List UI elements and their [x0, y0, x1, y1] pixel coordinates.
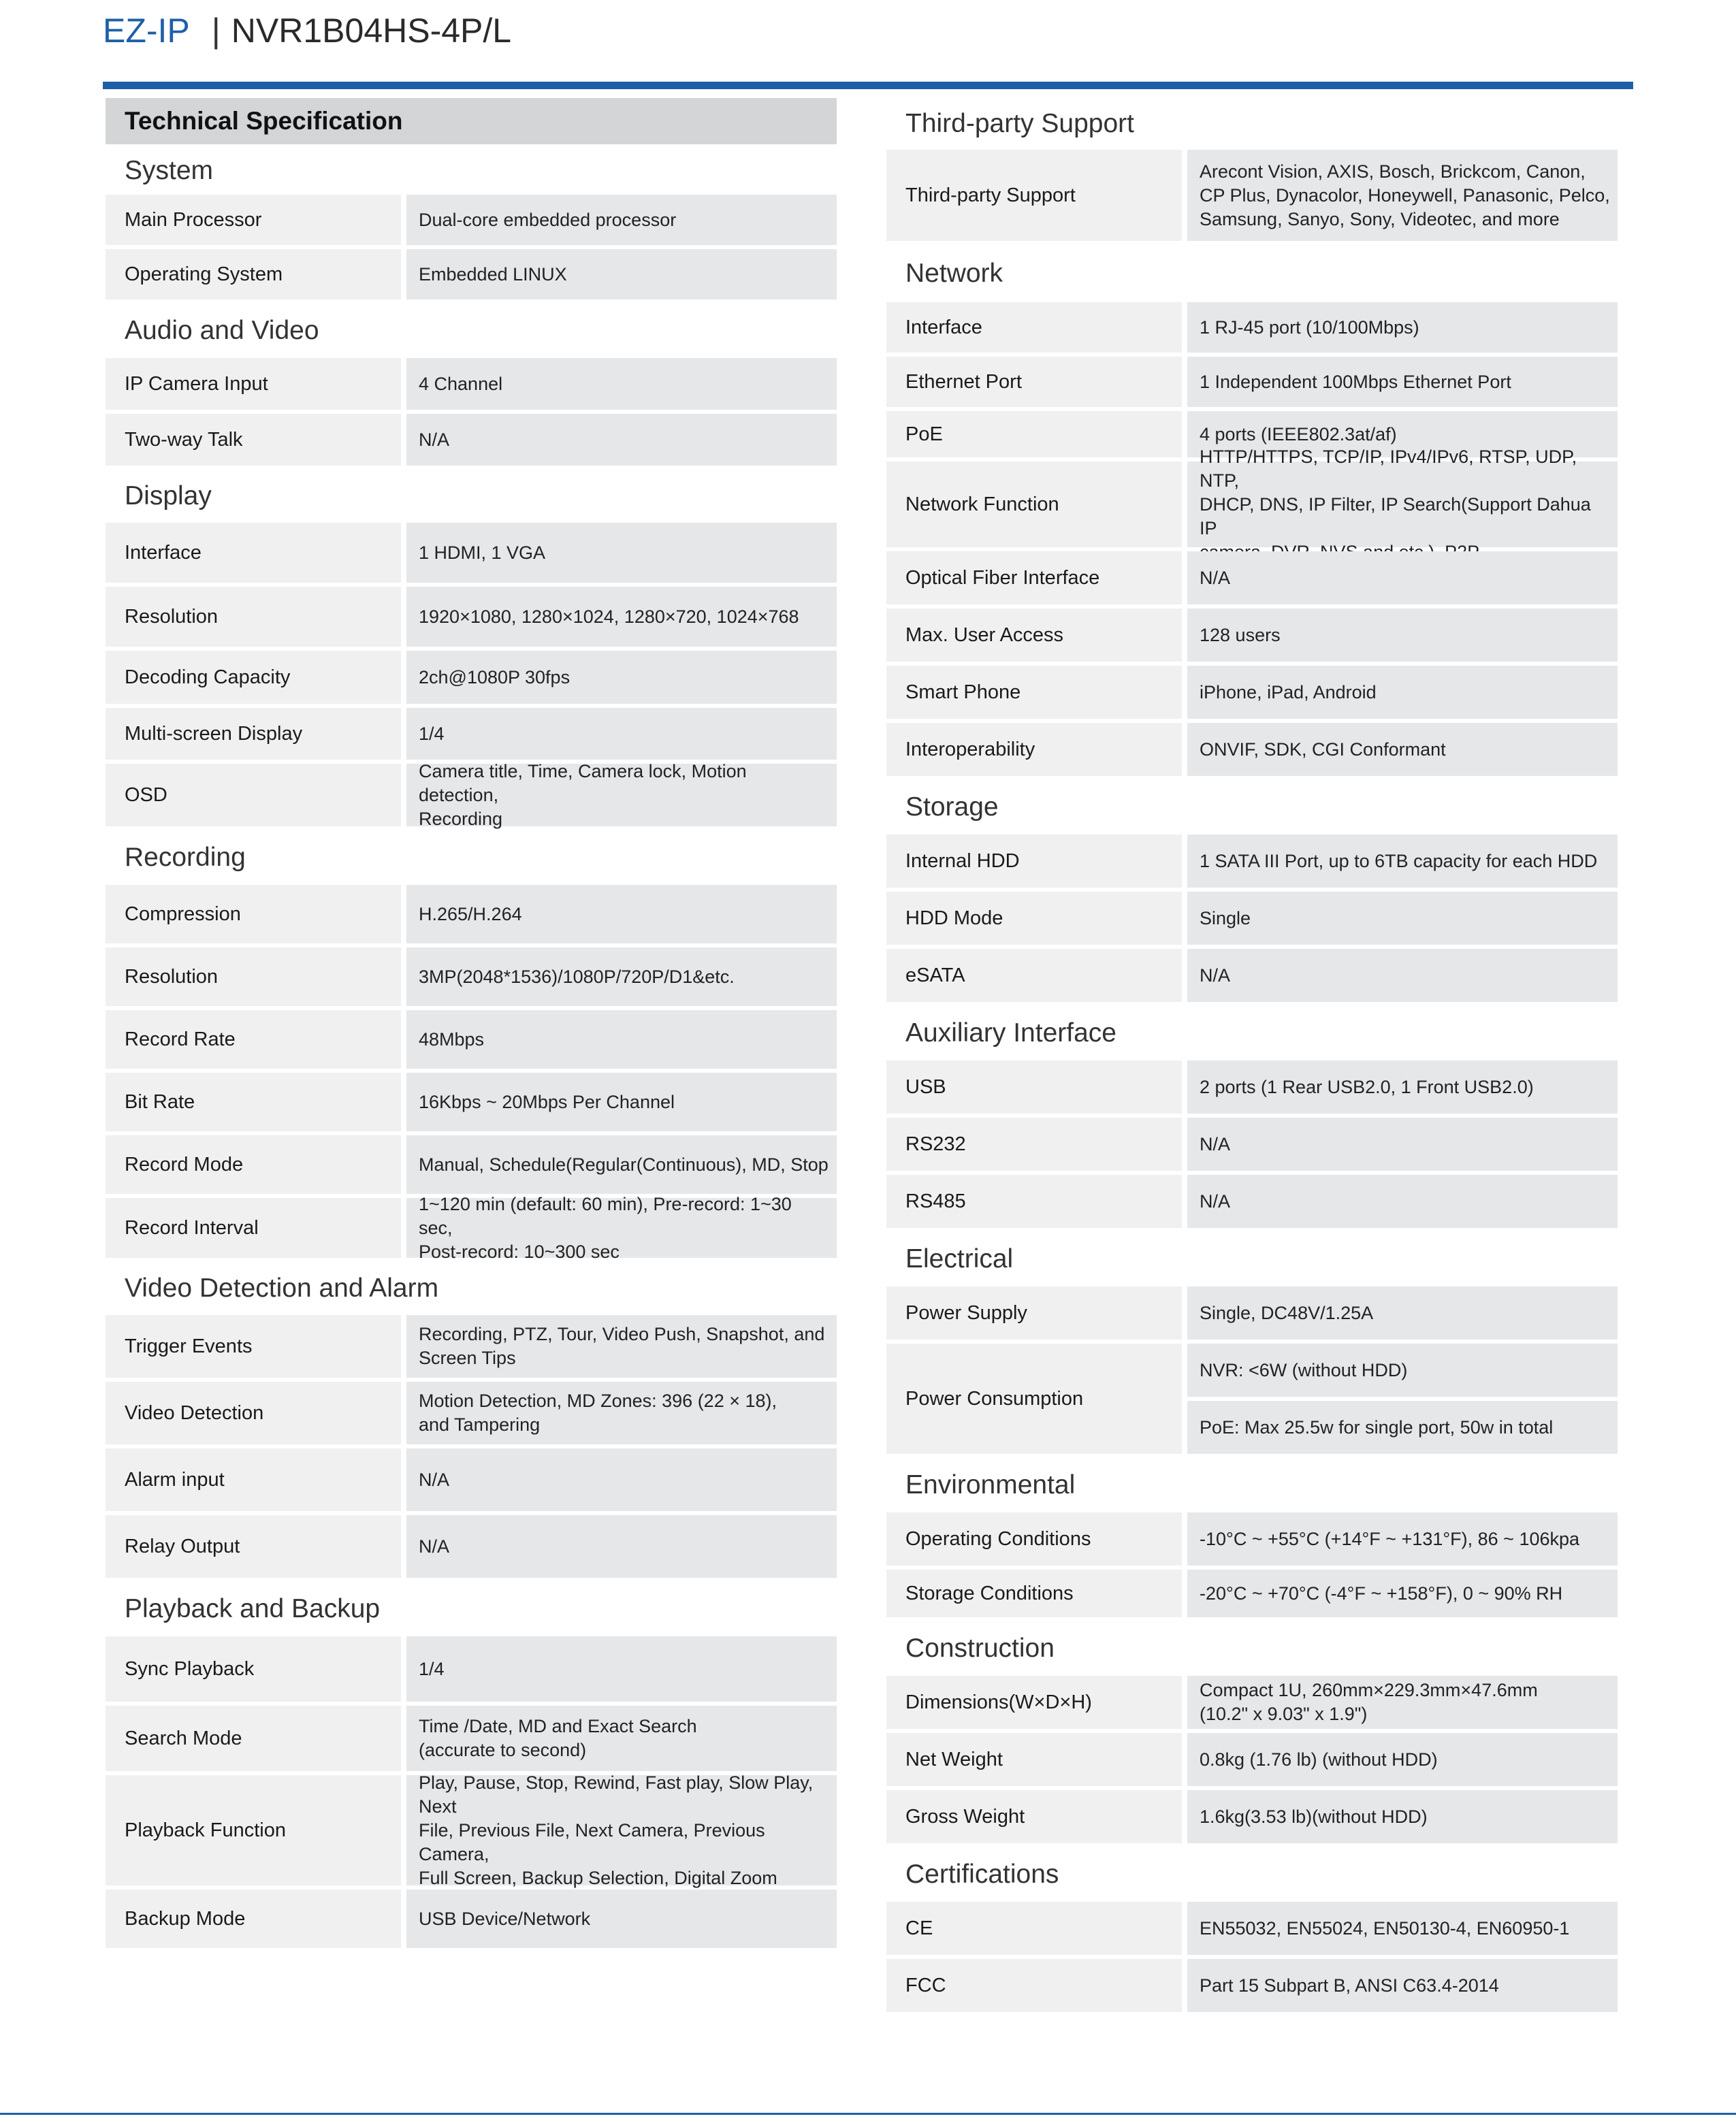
spec-row	[886, 609, 1618, 662]
spec-row	[886, 1344, 1618, 1454]
spec-value-stack	[1187, 1344, 1618, 1454]
spec-row	[106, 885, 837, 943]
spec-row	[106, 708, 837, 760]
spec-row	[106, 523, 837, 583]
spec-label: Interoperability	[886, 723, 1182, 776]
section-title-electrical: Electrical	[905, 1244, 1014, 1274]
spec-label: eSATA	[886, 949, 1182, 1002]
spec-value: Compact 1U, 260mm×229.3mm×47.6mm (10.2" x 9.03" x 1.9")	[1187, 1676, 1618, 1729]
spec-row	[106, 651, 837, 704]
spec-row	[106, 1010, 837, 1069]
spec-label: Video Detection	[106, 1382, 401, 1444]
spec-value: N/A	[1187, 949, 1618, 1002]
section-title-environmental: Environmental	[905, 1470, 1076, 1500]
spec-row	[106, 1193, 837, 1262]
spec-label: IP Camera Input	[106, 358, 401, 410]
spec-label: Ethernet Port	[886, 357, 1182, 407]
spec-row	[106, 1515, 837, 1578]
spec-value: 3MP(2048*1536)/1080P/720P/D1&etc.	[406, 947, 837, 1006]
spec-label: Compression	[106, 885, 401, 943]
right-spec-column	[886, 98, 1618, 2016]
spec-label: Decoding Capacity	[106, 651, 401, 704]
spec-value: Dual-core embedded processor	[406, 195, 837, 245]
spec-value: Time /Date, MD and Exact Search (accurate to second)	[406, 1706, 837, 1771]
brand-name: EZ-IP	[103, 12, 190, 50]
section-title-playback-backup: Playback and Backup	[125, 1594, 381, 1623]
spec-label: Interface	[106, 523, 401, 583]
spec-value: 2ch@1080P 30fps	[406, 651, 837, 704]
spec-row	[886, 357, 1618, 407]
spec-row	[886, 1286, 1618, 1340]
spec-row	[886, 1118, 1618, 1171]
spec-label: Power Supply	[886, 1286, 1182, 1340]
spec-label: Relay Output	[106, 1515, 401, 1578]
spec-label: PoE	[886, 411, 1182, 457]
spec-value: Embedded LINUX	[406, 249, 837, 299]
spec-value: N/A	[1187, 1175, 1618, 1228]
spec-value: N/A	[1187, 551, 1618, 604]
page-header	[103, 7, 511, 54]
spec-value: NTP, DHCP, DNS, IP Filter, IP Search(Support Dahua IP	[1187, 461, 1618, 547]
header-separator: |	[211, 12, 221, 50]
spec-row	[106, 1135, 837, 1194]
spec-label: Optical Fiber Interface	[886, 551, 1182, 604]
spec-value: H.265/H.264	[406, 885, 837, 943]
spec-value: 48Mbps	[406, 1010, 837, 1069]
spec-label: Search Mode	[106, 1706, 401, 1771]
spec-value: NVR: <6W (without HDD)	[1187, 1344, 1618, 1397]
spec-label: Dimensions(W×D×H)	[886, 1676, 1182, 1729]
spec-row	[106, 1382, 837, 1444]
spec-label: Storage Conditions	[886, 1570, 1182, 1617]
spec-row	[886, 551, 1618, 604]
spec-value: Single, DC48V/1.25A	[1187, 1286, 1618, 1340]
model-number: NVR1B04HS-4P/L	[231, 12, 512, 50]
spec-value: Play, Pause, Stop, Rewind, Fast play, Slow Play, Next File, Previous File, Next Camera, Previous Camera, Full Screen, Backup Selection, Digital Zoom	[406, 1775, 837, 1885]
spec-value: 1 RJ-45 port (10/100Mbps)	[1187, 302, 1618, 353]
spec-value: 2 ports (1 Rear USB2.0, 1 Front USB2.0)	[1187, 1060, 1618, 1114]
spec-label: Operating System	[106, 249, 401, 299]
section-title-recording: Recording	[125, 843, 246, 872]
spec-label: Smart Phone	[886, 666, 1182, 719]
spec-label: RS485	[886, 1175, 1182, 1228]
spec-label: Operating Conditions	[886, 1512, 1182, 1566]
spec-label: Net Weight	[886, 1733, 1182, 1786]
spec-label: Multi-screen Display	[106, 708, 401, 760]
spec-row	[886, 834, 1618, 888]
spec-value: 4 Channel	[406, 358, 837, 410]
spec-value: 1920×1080, 1280×1024, 1280×720, 1024×768	[406, 587, 837, 647]
spec-label: OSD	[106, 764, 401, 826]
spec-value: Manual, Schedule(Regular(Continuous), MD, Stop	[406, 1135, 837, 1194]
spec-value: N/A	[406, 414, 837, 466]
spec-row	[886, 949, 1618, 1002]
spec-row	[886, 1902, 1618, 1955]
spec-value: 128 users	[1187, 609, 1618, 662]
left-spec-column	[106, 98, 837, 1952]
section-title-construction: Construction	[905, 1634, 1055, 1663]
spec-label: Internal HDD	[886, 834, 1182, 888]
spec-row	[106, 249, 837, 299]
spec-value: Recording, PTZ, Tour, Video Push, Snapshot, and Screen Tips	[406, 1315, 837, 1378]
spec-row	[106, 1772, 837, 1888]
spec-label: Third-party Support	[886, 150, 1182, 241]
spec-label: Alarm input	[106, 1448, 401, 1511]
spec-label: HDD Mode	[886, 892, 1182, 945]
spec-value: 1~120 min (default: 60 min), Pre-record: 1~30 sec, Post-record: 10~300 sec	[406, 1198, 837, 1258]
spec-value: ONVIF, SDK, CGI Conformant	[1187, 723, 1618, 776]
section-title-certifications: Certifications	[905, 1860, 1059, 1889]
spec-value: Arecont Vision, AXIS, Bosch, Brickcom, Canon, CP Plus, Dynacolor, Honeywell, Panasonic, Pelco, Samsung, Sanyo, Sony, Videotec, and more	[1187, 150, 1618, 241]
section-title-display: Display	[125, 481, 212, 511]
spec-row	[886, 1733, 1618, 1786]
spec-label: Playback Function	[106, 1775, 401, 1885]
spec-value: -20°C ~ +70°C (-4°F ~ +158°F), 0 ~ 90% RH	[1187, 1570, 1618, 1617]
spec-value: 4 ports (IEEE802.3at/af)	[1187, 411, 1618, 457]
spec-value: 1 SATA III Port, up to 6TB capacity for each HDD	[1187, 834, 1618, 888]
section-title-network: Network	[905, 259, 1003, 288]
section-title-system: System	[125, 156, 214, 185]
spec-label: FCC	[886, 1959, 1182, 2012]
technical-specification-title: Technical Specification	[106, 98, 837, 144]
spec-value: Motion Detection, MD Zones: 396 (22 × 18), and Tampering	[406, 1382, 837, 1444]
spec-label: RS232	[886, 1118, 1182, 1171]
spec-label: Main Processor	[106, 195, 401, 245]
spec-value: Camera title, Time, Camera lock, Motion detection, Recording	[406, 764, 837, 826]
section-title-storage: Storage	[905, 792, 999, 822]
spec-value: N/A	[1187, 1118, 1618, 1171]
spec-row	[886, 461, 1618, 547]
spec-row	[886, 1676, 1618, 1729]
spec-value: N/A	[406, 1515, 837, 1578]
spec-value: PoE: Max 25.5w for single port, 50w in total	[1187, 1401, 1618, 1454]
spec-row	[106, 1448, 837, 1511]
spec-row	[106, 195, 837, 245]
spec-row	[106, 1315, 837, 1378]
spec-row	[106, 1073, 837, 1131]
spec-label: Max. User Access	[886, 609, 1182, 662]
spec-value: Part 15 Subpart B, ANSI C63.4-2014	[1187, 1959, 1618, 2012]
spec-row	[106, 1636, 837, 1702]
spec-label: Record Mode	[106, 1135, 401, 1194]
spec-label: Two-way Talk	[106, 414, 401, 466]
spec-row	[886, 1175, 1618, 1228]
spec-value: 0.8kg (1.76 lb) (without HDD)	[1187, 1733, 1618, 1786]
spec-row	[886, 150, 1618, 241]
spec-label: Backup Mode	[106, 1890, 401, 1948]
spec-value: -10°C ~ +55°C (+14°F ~ +131°F), 86 ~ 106kpa	[1187, 1512, 1618, 1566]
footer-rule	[0, 2113, 1736, 2115]
spec-value: 1.6kg(3.53 lb)(without HDD)	[1187, 1790, 1618, 1843]
spec-row	[886, 1790, 1618, 1843]
spec-row	[106, 414, 837, 466]
spec-label: Record Rate	[106, 1010, 401, 1069]
spec-value: iPhone, iPad, Android	[1187, 666, 1618, 719]
spec-value: 1/4	[406, 1636, 837, 1702]
section-title-auxiliary-interface: Auxiliary Interface	[905, 1018, 1116, 1048]
spec-row	[106, 947, 837, 1006]
spec-row	[106, 587, 837, 647]
header-rule	[103, 82, 1633, 89]
spec-row	[106, 1890, 837, 1948]
section-title-audio-video: Audio and Video	[125, 316, 319, 345]
spec-row	[886, 1060, 1618, 1114]
spec-row	[886, 1959, 1618, 2012]
spec-label: Gross Weight	[886, 1790, 1182, 1843]
spec-row	[886, 1512, 1618, 1566]
spec-value: N/A	[406, 1448, 837, 1511]
section-title-video-detection-alarm: Video Detection and Alarm	[125, 1274, 439, 1303]
spec-label: Interface	[886, 302, 1182, 353]
spec-label: Power Consumption	[886, 1344, 1182, 1454]
spec-value: Single	[1187, 892, 1618, 945]
spec-row	[106, 358, 837, 410]
spec-row	[886, 1570, 1618, 1617]
spec-label: USB	[886, 1060, 1182, 1114]
spec-value: 1 HDMI, 1 VGA	[406, 523, 837, 583]
spec-row	[886, 723, 1618, 776]
section-title-third-party-support: Third-party Support	[905, 109, 1134, 138]
spec-label: Resolution	[106, 947, 401, 1006]
spec-label: Resolution	[106, 587, 401, 647]
spec-row	[886, 666, 1618, 719]
spec-label: Bit Rate	[106, 1073, 401, 1131]
spec-value: USB Device/Network	[406, 1890, 837, 1948]
spec-label: CE	[886, 1902, 1182, 1955]
spec-row	[106, 1706, 837, 1771]
spec-value: 16Kbps ~ 20Mbps Per Channel	[406, 1073, 837, 1131]
spec-label: Trigger Events	[106, 1315, 401, 1378]
spec-value: 1/4	[406, 708, 837, 760]
spec-value: EN55032, EN55024, EN50130-4, EN60950-1	[1187, 1902, 1618, 1955]
spec-value: 1 Independent 100Mbps Ethernet Port	[1187, 357, 1618, 407]
spec-row	[106, 760, 837, 829]
spec-label: Record Interval	[106, 1198, 401, 1258]
spec-label: Network Function	[886, 461, 1182, 547]
spec-row	[886, 892, 1618, 945]
spec-label: Sync Playback	[106, 1636, 401, 1702]
spec-row	[886, 302, 1618, 353]
